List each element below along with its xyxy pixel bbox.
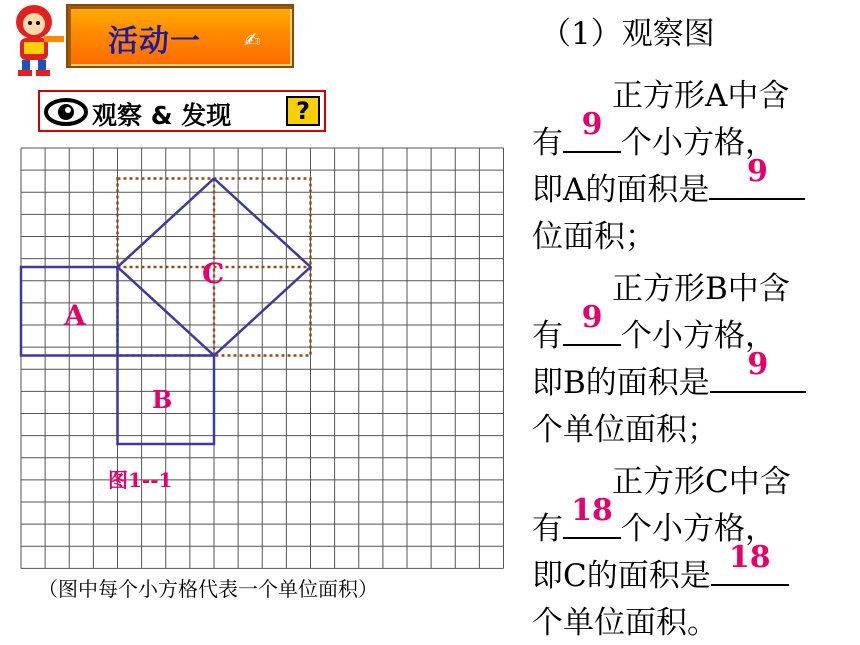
- item-b-suffix: 个小方格，: [621, 318, 776, 354]
- label-b: B: [152, 385, 173, 414]
- item-b-line3: [532, 347, 806, 402]
- item-a-area-blank: [709, 154, 805, 200]
- item-a-count: 9: [581, 107, 603, 142]
- item-a-area: 9: [746, 154, 768, 189]
- item-c-line3: [532, 540, 789, 595]
- item-c-suffix: 个小方格，: [621, 511, 776, 547]
- item-c-area: 18: [728, 540, 771, 575]
- observe-discover-label: 观察 & 发现: [92, 101, 232, 130]
- item-b-line4: 个单位面积；: [532, 412, 718, 448]
- item-b-prefix: 有: [532, 318, 563, 354]
- item-a-line1: 正方形A中含: [612, 78, 790, 114]
- item-b-count: 9: [581, 300, 603, 335]
- figure-caption: 图1--1: [108, 468, 173, 492]
- unit-note: （图中每个小方格代表一个单位面积）: [38, 577, 378, 601]
- item-a-count-blank: [563, 107, 621, 153]
- item-c-line4: 个单位面积。: [532, 605, 718, 641]
- item-a-line4: 位面积；: [532, 219, 656, 255]
- question-heading: （1）观察图: [540, 16, 715, 52]
- item-b-area-prefix: 即B的面积是: [532, 365, 710, 401]
- item-a-line3: [532, 154, 805, 209]
- pen-writing-icon: ✍: [244, 28, 261, 52]
- item-b-area-blank: [710, 347, 806, 393]
- item-c-prefix: 有: [532, 511, 563, 547]
- item-b-count-blank: [563, 300, 621, 346]
- label-c: C: [202, 257, 225, 290]
- item-c-count-blank: [563, 493, 621, 539]
- item-a-prefix: 有: [532, 125, 563, 161]
- item-c-line1: 正方形C中含: [612, 464, 791, 500]
- item-c-area-blank: [711, 540, 789, 586]
- item-b-line1: 正方形B中含: [612, 271, 790, 307]
- activity-title: 活动一: [108, 24, 201, 59]
- item-b-area: 9: [747, 347, 769, 382]
- item-a-area-prefix: 即A的面积是: [532, 172, 710, 208]
- item-a-suffix: 个小方格，: [621, 125, 776, 161]
- label-a: A: [64, 299, 86, 332]
- item-c-count: 18: [571, 493, 613, 528]
- question-mark-icon: ?: [286, 96, 320, 126]
- unit-grid: [21, 148, 504, 568]
- item-c-area-prefix: 即C的面积是: [532, 558, 711, 594]
